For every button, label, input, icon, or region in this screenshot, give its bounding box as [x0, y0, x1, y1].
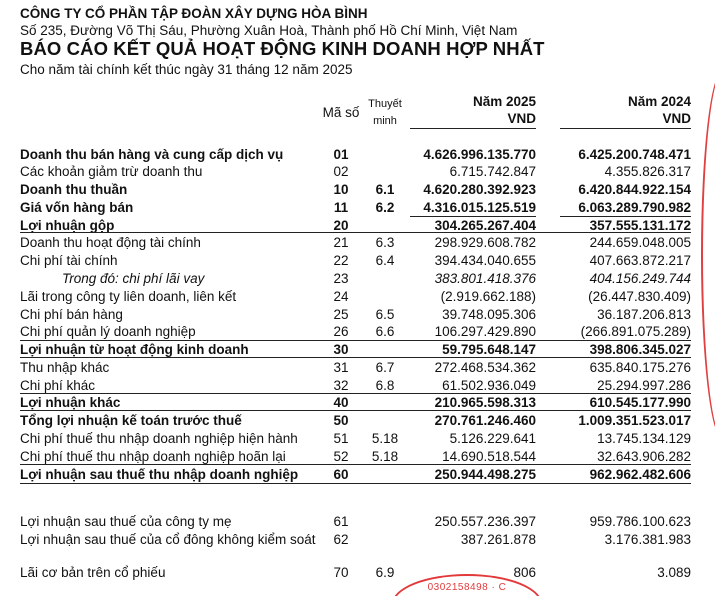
- column-header-note-line2: minh: [373, 115, 397, 127]
- row-label: Tổng lợi nhuận kế toán trước thuế: [20, 413, 242, 428]
- table-row: [0, 270, 715, 287]
- section-line: [20, 357, 691, 358]
- row-note: 6.1: [375, 182, 395, 197]
- row-label: Chi phí tài chính: [20, 253, 118, 268]
- column-underline-2024: [560, 128, 691, 129]
- company-name: CÔNG TY CỔ PHẦN TẬP ĐOÀN XÂY DỰNG HÒA BÌNH: [20, 6, 368, 21]
- column-header-code: Mã số: [322, 105, 360, 120]
- value-2024: (266.891.075.289): [580, 324, 691, 339]
- row-note: 6.3: [375, 235, 395, 250]
- row-code: 62: [333, 532, 349, 547]
- row-label: Lãi trong công ty liên doanh, liên kết: [20, 289, 237, 304]
- value-2024: (26.447.830.409): [588, 289, 691, 304]
- table-row: [0, 394, 715, 411]
- value-2025: 39.748.095.306: [442, 307, 536, 322]
- row-note: 6.6: [375, 324, 395, 339]
- report-title: BÁO CÁO KẾT QUẢ HOẠT ĐỘNG KINH DOANH HỢP NHẤT: [20, 38, 545, 59]
- row-code: 61: [333, 514, 349, 529]
- row-code: 23: [333, 271, 349, 286]
- table-row: [0, 359, 715, 376]
- row-code: 70: [333, 565, 349, 580]
- row-label: Doanh thu bán hàng và cung cấp dịch vụ: [20, 147, 284, 162]
- row-code: 25: [333, 307, 349, 322]
- row-label: Lợi nhuận khác: [20, 395, 121, 410]
- company-seal-stamp: 0302158498 · C: [392, 574, 542, 596]
- report-period: Cho năm tài chính kết thúc ngày 31 tháng 12 năm 2025: [20, 62, 353, 77]
- value-2025: 59.795.648.147: [442, 342, 536, 357]
- row-code: 52: [333, 449, 349, 464]
- value-2025: 272.468.534.362: [434, 360, 536, 375]
- section-line: [20, 340, 691, 341]
- value-2025: 806: [513, 565, 536, 580]
- row-code: 30: [333, 342, 349, 357]
- value-2024: 962.962.482.606: [589, 467, 691, 482]
- value-2024: 13.745.134.129: [597, 431, 691, 446]
- table-row: [0, 181, 715, 198]
- value-2025: 387.261.878: [460, 532, 536, 547]
- value-2025: 250.944.498.275: [434, 467, 536, 482]
- value-2025: 394.434.040.655: [434, 253, 536, 268]
- value-2025: 14.690.518.544: [442, 449, 536, 464]
- row-note: 5.18: [371, 449, 399, 464]
- value-2024: 32.643.906.282: [597, 449, 691, 464]
- row-code: 51: [333, 431, 349, 446]
- row-label: Thu nhập khác: [20, 360, 110, 375]
- table-row: [0, 466, 715, 483]
- row-note: 6.9: [375, 565, 395, 580]
- row-code: 02: [333, 164, 349, 179]
- value-2025: 5.126.229.641: [449, 431, 536, 446]
- value-2024: 357.555.131.172: [589, 218, 691, 233]
- row-code: 31: [333, 360, 349, 375]
- value-2024: 610.545.177.990: [589, 395, 691, 410]
- value-2025: 304.265.267.404: [434, 218, 536, 233]
- row-code: 24: [333, 289, 349, 304]
- value-2025: 270.761.246.460: [434, 413, 536, 428]
- table-row: [0, 377, 715, 394]
- table-row: [0, 564, 715, 581]
- value-2024: 6.063.289.790.982: [578, 200, 691, 215]
- row-label: Các khoản giảm trừ doanh thu: [20, 164, 203, 179]
- row-code: 40: [333, 395, 349, 410]
- value-2025: 250.557.236.397: [434, 514, 536, 529]
- value-2024: 3.089: [657, 565, 691, 580]
- row-note: 6.8: [375, 378, 395, 393]
- table-row: [0, 146, 715, 163]
- section-line: [20, 393, 691, 394]
- row-note: 6.5: [375, 307, 395, 322]
- value-2024: 398.806.345.027: [589, 342, 691, 357]
- column-header-2025: [410, 93, 536, 127]
- value-2025: 383.801.418.376: [434, 271, 536, 286]
- table-row: [0, 288, 715, 305]
- column-header-2025-unit: VND: [507, 111, 536, 126]
- row-note: 6.4: [375, 253, 395, 268]
- table-row: [0, 430, 715, 447]
- row-code: 50: [333, 413, 349, 428]
- value-2024: 36.187.206.813: [597, 307, 691, 322]
- row-code: 01: [333, 147, 349, 162]
- value-2025: 61.502.936.049: [442, 378, 536, 393]
- column-underline-2025: [410, 128, 536, 129]
- section-line: [20, 464, 691, 465]
- column-header-2024-unit: VND: [662, 111, 691, 126]
- section-line: [20, 232, 691, 233]
- table-row: [0, 323, 715, 340]
- value-2025: 298.929.608.782: [434, 235, 536, 250]
- value-2025: 6.715.742.847: [449, 164, 536, 179]
- table-row: [0, 448, 715, 465]
- row-note: 6.2: [375, 200, 395, 215]
- value-2024: 635.840.175.276: [589, 360, 691, 375]
- table-row: [0, 513, 715, 530]
- value-2024: 407.663.872.217: [589, 253, 691, 268]
- row-label: Chi phí khác: [20, 378, 96, 393]
- row-label: Doanh thu hoạt động tài chính: [20, 235, 201, 250]
- table-row: [0, 199, 715, 216]
- column-header-note: [364, 96, 406, 130]
- row-note: 5.18: [371, 431, 399, 446]
- row-label: Doanh thu thuần: [20, 182, 128, 197]
- value-2024: 1.009.351.523.017: [578, 413, 691, 428]
- table-row: [0, 306, 715, 323]
- value-2025: 4.626.996.135.770: [423, 147, 536, 162]
- row-note: 6.7: [375, 360, 395, 375]
- section-line: [20, 410, 691, 411]
- table-row: [0, 341, 715, 358]
- row-label: Lãi cơ bản trên cổ phiếu: [20, 565, 166, 580]
- company-address: Số 235, Đường Võ Thị Sáu, Phường Xuân Hoà, Thành phố Hồ Chí Minh, Việt Nam: [20, 23, 518, 38]
- row-label: Lợi nhuận gộp: [20, 218, 115, 233]
- value-2024: 6.425.200.748.471: [578, 147, 691, 162]
- value-2025: (2.919.662.188): [440, 289, 536, 304]
- table-row: [0, 531, 715, 548]
- row-label: Trong đó: chi phí lãi vay: [62, 271, 205, 286]
- row-label: Chi phí quản lý doanh nghiệp: [20, 324, 196, 339]
- column-header-note-line1: Thuyết: [368, 98, 402, 110]
- column-header-2024-year: Năm 2024: [627, 94, 691, 109]
- row-label: Chi phí thuế thu nhập doanh nghiệp hoãn lại: [20, 449, 286, 464]
- value-2025: 4.620.280.392.923: [423, 182, 536, 197]
- value-2024: 959.786.100.623: [589, 514, 691, 529]
- row-code: 11: [333, 200, 349, 215]
- value-2025: 210.965.598.313: [434, 395, 536, 410]
- row-code: 10: [333, 182, 349, 197]
- row-label: Lợi nhuận sau thuế thu nhập doanh nghiệp: [20, 467, 299, 482]
- value-2024: 244.659.048.005: [589, 235, 691, 250]
- row-label: Chi phí bán hàng: [20, 307, 123, 322]
- value-2025: 106.297.429.890: [434, 324, 536, 339]
- value-2025: 4.316.015.125.519: [423, 200, 536, 215]
- row-code: 32: [333, 378, 349, 393]
- row-code: 20: [333, 218, 349, 233]
- table-row: [0, 234, 715, 251]
- column-header-2024: [550, 93, 691, 127]
- row-label: Lợi nhuận từ hoạt động kinh doanh: [20, 342, 249, 357]
- row-label: Chi phí thuế thu nhập doanh nghiệp hiện hành: [20, 431, 298, 446]
- value-2024: 404.156.249.744: [589, 271, 691, 286]
- row-code: 21: [333, 235, 349, 250]
- row-code: 60: [333, 467, 349, 482]
- table-row: [0, 412, 715, 429]
- section-line: [20, 483, 691, 484]
- column-header-2025-year: Năm 2025: [472, 94, 536, 109]
- subtotal-line: [410, 216, 536, 217]
- row-code: 26: [333, 324, 349, 339]
- table-row: [0, 163, 715, 180]
- subtotal-line: [560, 216, 691, 217]
- value-2024: 3.176.381.983: [604, 532, 691, 547]
- value-2024: 6.420.844.922.154: [578, 182, 691, 197]
- row-label: Lợi nhuận sau thuế của cổ đông không kiểm soát: [20, 532, 316, 547]
- row-code: 22: [333, 253, 349, 268]
- row-label: Giá vốn hàng bán: [20, 200, 134, 215]
- value-2024: 25.294.997.286: [597, 378, 691, 393]
- table-row: [0, 252, 715, 269]
- value-2024: 4.355.826.317: [604, 164, 691, 179]
- row-label: Lợi nhuận sau thuế của công ty mẹ: [20, 514, 232, 529]
